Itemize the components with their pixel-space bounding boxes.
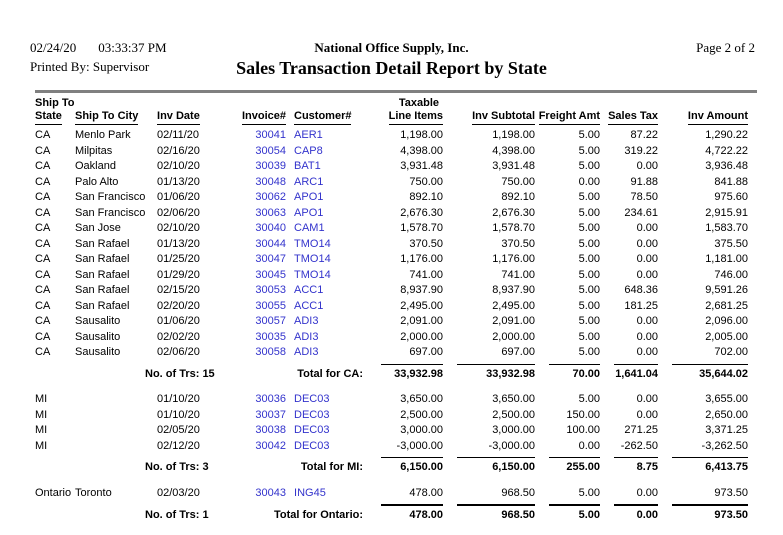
customer-number-link[interactable]: TMO14 bbox=[294, 268, 331, 281]
cell-state: CA bbox=[35, 206, 51, 219]
col-header-sales-tax: Sales Tax bbox=[600, 110, 658, 128]
print-time: 03:33:37 PM bbox=[98, 40, 167, 55]
summary-spacer bbox=[35, 454, 75, 486]
cell-inv-amount: 841.88 bbox=[714, 175, 749, 188]
col-header-taxable: Taxable bbox=[398, 97, 440, 109]
transaction-row bbox=[35, 237, 748, 253]
cell-inv-amount: 2,681.25 bbox=[705, 299, 749, 312]
cell-state: MI bbox=[35, 424, 48, 436]
cell-state: MI bbox=[35, 439, 48, 452]
cell-ship-to-city bbox=[75, 408, 157, 424]
cell-taxable-line-items: 697.00 bbox=[409, 346, 444, 358]
customer-number-link[interactable]: DEC03 bbox=[294, 424, 330, 436]
invoice-number-link[interactable]: 30044 bbox=[255, 237, 287, 250]
cell-taxable-line-items: 2,500.00 bbox=[400, 408, 444, 421]
cell-taxable-line-items: 8,937.90 bbox=[400, 284, 444, 296]
customer-number-link[interactable]: ING45 bbox=[294, 486, 326, 499]
invoice-number-link[interactable]: 30043 bbox=[255, 486, 287, 499]
cell-sales-tax: 0.00 bbox=[636, 222, 659, 234]
invoice-number-link[interactable]: 30035 bbox=[255, 330, 287, 343]
cell-ship-to-city: San Rafael bbox=[75, 237, 130, 250]
cell-taxable-line-items: 3,650.00 bbox=[400, 393, 444, 405]
invoice-number-link[interactable]: 30055 bbox=[255, 299, 287, 312]
invoice-number-link[interactable]: 30040 bbox=[255, 222, 287, 234]
cell-inv-date: 02/20/20 bbox=[157, 299, 200, 312]
cell-sales-tax: 181.25 bbox=[624, 299, 659, 312]
cell-sales-tax: 0.00 bbox=[636, 268, 659, 281]
cell-inv-subtotal: 2,495.00 bbox=[492, 299, 536, 312]
cell-state: MI bbox=[35, 393, 48, 405]
transaction-row bbox=[35, 423, 748, 439]
summary-spacer bbox=[35, 361, 75, 393]
cell-ship-to-city: San Francisco bbox=[75, 206, 146, 219]
state-total-label: Total for MI: bbox=[300, 461, 364, 473]
cell-freight-amt: 150.00 bbox=[566, 408, 601, 421]
col-header-ship-to: Ship To bbox=[35, 97, 75, 109]
customer-number-link[interactable]: DEC03 bbox=[294, 439, 330, 452]
customer-number-link[interactable]: TMO14 bbox=[294, 237, 331, 250]
col-header-freight: Freight Amt bbox=[535, 110, 600, 128]
state-summary-row bbox=[35, 361, 748, 393]
cell-freight-amt: 5.00 bbox=[578, 346, 601, 358]
cell-inv-date: 02/05/20 bbox=[157, 424, 200, 436]
print-date: 02/24/20 bbox=[30, 40, 77, 55]
invoice-number-link[interactable]: 30053 bbox=[255, 284, 287, 296]
customer-number-link[interactable]: ACC1 bbox=[294, 299, 324, 312]
state-summary-row bbox=[35, 454, 748, 486]
cell-sales-tax: 234.61 bbox=[624, 206, 659, 219]
invoice-number-link[interactable]: 30047 bbox=[255, 253, 287, 265]
cell-inv-amount: 375.50 bbox=[714, 237, 749, 250]
cell-taxable-line-items: 750.00 bbox=[409, 175, 444, 188]
cell-inv-date: 02/16/20 bbox=[157, 144, 200, 157]
total-sales-tax: 0.00 bbox=[600, 501, 658, 534]
cell-taxable-line-items: 3,931.48 bbox=[400, 160, 444, 172]
cell-state: CA bbox=[35, 160, 51, 172]
cell-inv-date: 02/03/20 bbox=[157, 486, 200, 499]
cell-sales-tax: 0.00 bbox=[636, 330, 659, 343]
trs-count: No. of Trs: 15 bbox=[145, 367, 215, 380]
state-total-label: Total for CA: bbox=[297, 367, 364, 380]
transaction-row bbox=[35, 252, 748, 268]
total-freight-amt: 255.00 bbox=[535, 454, 600, 486]
total-taxable-line-items: 478.00 bbox=[367, 501, 443, 534]
total-inv-subtotal: 6,150.00 bbox=[443, 454, 535, 486]
cell-ship-to-city: Sausalito bbox=[75, 346, 121, 358]
cell-sales-tax: 271.25 bbox=[624, 424, 659, 436]
cell-sales-tax: 0.00 bbox=[636, 160, 659, 172]
cell-freight-amt: 5.00 bbox=[578, 330, 601, 343]
invoice-number-link[interactable]: 30041 bbox=[255, 129, 287, 141]
cell-sales-tax: 87.22 bbox=[630, 129, 659, 141]
cell-inv-date: 01/25/20 bbox=[157, 253, 200, 265]
cell-ship-to-city: San Jose bbox=[75, 222, 121, 234]
cell-freight-amt: 5.00 bbox=[578, 206, 601, 219]
cell-freight-amt: 5.00 bbox=[578, 129, 601, 141]
cell-state: CA bbox=[35, 191, 51, 203]
col-header-inv-amount: Inv Amount bbox=[658, 110, 748, 128]
cell-sales-tax: 0.00 bbox=[636, 237, 659, 250]
header-row-labels bbox=[35, 110, 748, 128]
cell-taxable-line-items: 478.00 bbox=[409, 486, 444, 499]
cell-freight-amt: 5.00 bbox=[578, 393, 601, 405]
cell-sales-tax: 0.00 bbox=[636, 253, 659, 265]
cell-ship-to-city bbox=[75, 423, 157, 439]
cell-inv-date: 02/12/20 bbox=[157, 439, 200, 452]
cell-sales-tax: 0.00 bbox=[636, 315, 659, 327]
cell-freight-amt: 5.00 bbox=[578, 268, 601, 281]
transaction-row bbox=[35, 159, 748, 175]
cell-freight-amt: 5.00 bbox=[578, 222, 601, 234]
total-inv-amount: 35,644.02 bbox=[658, 361, 748, 393]
transaction-row bbox=[35, 330, 748, 346]
transaction-row bbox=[35, 439, 748, 455]
cell-inv-amount: 1,181.00 bbox=[705, 253, 749, 265]
cell-inv-date: 02/15/20 bbox=[157, 284, 200, 296]
invoice-number-link[interactable]: 30036 bbox=[255, 393, 287, 405]
customer-number-link[interactable]: ADI3 bbox=[294, 330, 319, 343]
page-number: Page 2 of 2 bbox=[696, 40, 755, 55]
transaction-row bbox=[35, 408, 748, 424]
cell-inv-subtotal: 697.00 bbox=[501, 346, 536, 358]
cell-inv-subtotal: 892.10 bbox=[501, 191, 536, 203]
invoice-number-link[interactable]: 30038 bbox=[255, 424, 287, 436]
cell-ship-to-city bbox=[75, 392, 157, 408]
cell-inv-date: 01/13/20 bbox=[157, 237, 200, 250]
col-header-customer: Customer# bbox=[286, 110, 367, 128]
cell-state: CA bbox=[35, 284, 51, 296]
transaction-row bbox=[35, 345, 748, 361]
invoice-number-link[interactable]: 30054 bbox=[255, 144, 287, 157]
cell-inv-date: 01/10/20 bbox=[157, 408, 200, 421]
transaction-row bbox=[35, 128, 748, 144]
cell-taxable-line-items: 370.50 bbox=[409, 237, 444, 250]
invoice-number-link[interactable]: 30042 bbox=[255, 439, 287, 452]
table-header bbox=[35, 97, 748, 128]
transaction-row bbox=[35, 190, 748, 206]
customer-number-link[interactable]: BAT1 bbox=[294, 160, 321, 172]
summary-spacer bbox=[35, 501, 75, 534]
cell-inv-date: 02/06/20 bbox=[157, 346, 200, 358]
cell-ship-to-city: San Rafael bbox=[75, 268, 130, 281]
cell-ship-to-city: Palo Alto bbox=[75, 175, 119, 188]
cell-inv-amount: 2,005.00 bbox=[705, 330, 749, 343]
col-header-line-items: Line Items bbox=[367, 110, 443, 128]
cell-inv-subtotal: 1,176.00 bbox=[492, 253, 536, 265]
cell-inv-subtotal: 3,650.00 bbox=[492, 393, 536, 405]
cell-inv-amount: -3,262.50 bbox=[701, 439, 749, 452]
col-header-invoice: Invoice# bbox=[230, 110, 286, 128]
state-total-label: Total for Ontario: bbox=[274, 509, 364, 521]
cell-inv-amount: 746.00 bbox=[714, 268, 749, 281]
cell-sales-tax: 0.00 bbox=[636, 408, 659, 421]
cell-state: CA bbox=[35, 330, 51, 343]
cell-ship-to-city: Toronto bbox=[75, 486, 112, 499]
cell-inv-date: 02/10/20 bbox=[157, 222, 200, 234]
total-freight-amt: 70.00 bbox=[535, 361, 600, 393]
cell-state: CA bbox=[35, 268, 51, 281]
cell-inv-subtotal: 2,091.00 bbox=[492, 315, 536, 327]
cell-inv-date: 01/29/20 bbox=[157, 268, 200, 281]
invoice-number-link[interactable]: 30037 bbox=[255, 408, 287, 421]
cell-inv-subtotal: 4,398.00 bbox=[492, 144, 536, 157]
transaction-row bbox=[35, 144, 748, 160]
customer-number-link[interactable]: CAP8 bbox=[294, 144, 323, 157]
cell-inv-amount: 975.60 bbox=[714, 191, 749, 203]
trs-count: No. of Trs: 1 bbox=[145, 509, 209, 521]
invoice-number-link[interactable]: 30058 bbox=[255, 346, 287, 358]
transaction-row bbox=[35, 392, 748, 408]
invoice-number-link[interactable]: 30063 bbox=[255, 206, 287, 219]
total-inv-amount: 973.50 bbox=[658, 501, 748, 534]
report-title: Sales Transaction Detail Report by State bbox=[236, 58, 547, 78]
customer-number-link[interactable]: CAM1 bbox=[294, 222, 325, 234]
cell-inv-subtotal: 3,931.48 bbox=[492, 160, 536, 172]
cell-freight-amt: 5.00 bbox=[578, 486, 601, 499]
cell-state: CA bbox=[35, 299, 51, 312]
transaction-row bbox=[35, 299, 748, 315]
cell-sales-tax: 319.22 bbox=[624, 144, 659, 157]
cell-taxable-line-items: 1,198.00 bbox=[400, 129, 444, 141]
cell-state: CA bbox=[35, 175, 51, 188]
cell-state: CA bbox=[35, 253, 51, 265]
cell-taxable-line-items: 1,176.00 bbox=[400, 253, 444, 265]
cell-freight-amt: 100.00 bbox=[566, 424, 601, 436]
cell-inv-amount: 973.50 bbox=[714, 486, 749, 499]
cell-taxable-line-items: 2,091.00 bbox=[400, 315, 444, 327]
cell-freight-amt: 5.00 bbox=[578, 191, 601, 203]
cell-taxable-line-items: 3,000.00 bbox=[400, 424, 444, 436]
total-freight-amt: 5.00 bbox=[535, 501, 600, 534]
cell-ship-to-city: Menlo Park bbox=[75, 129, 131, 141]
cell-state: CA bbox=[35, 315, 51, 327]
total-inv-subtotal: 33,932.98 bbox=[443, 361, 535, 393]
cell-inv-amount: 3,936.48 bbox=[705, 160, 749, 172]
total-taxable-line-items: 33,932.98 bbox=[367, 361, 443, 393]
cell-inv-date: 01/10/20 bbox=[157, 393, 200, 405]
cell-inv-subtotal: 968.50 bbox=[501, 486, 536, 499]
header-spacer bbox=[157, 97, 367, 110]
transaction-row bbox=[35, 314, 748, 330]
cell-sales-tax: 0.00 bbox=[636, 486, 659, 499]
cell-taxable-line-items: 1,578.70 bbox=[400, 222, 444, 234]
transaction-row bbox=[35, 268, 748, 284]
cell-state: CA bbox=[35, 144, 51, 157]
customer-number-link[interactable]: DEC03 bbox=[294, 408, 330, 421]
cell-state: CA bbox=[35, 346, 51, 358]
col-header-city: Ship To City bbox=[75, 110, 157, 128]
header-divider-rule bbox=[35, 90, 757, 93]
cell-freight-amt: 5.00 bbox=[578, 299, 601, 312]
cell-inv-subtotal: 3,000.00 bbox=[492, 424, 536, 436]
trs-count: No. of Trs: 3 bbox=[145, 461, 209, 473]
cell-inv-amount: 3,371.25 bbox=[705, 424, 749, 436]
customer-number-link[interactable]: TMO14 bbox=[294, 253, 331, 265]
cell-freight-amt: 5.00 bbox=[578, 253, 601, 265]
cell-inv-date: 02/11/20 bbox=[157, 129, 200, 141]
cell-ship-to-city: Sausalito bbox=[75, 315, 121, 327]
cell-inv-amount: 2,096.00 bbox=[705, 315, 749, 327]
cell-state: MI bbox=[35, 408, 48, 421]
report-table bbox=[35, 97, 748, 534]
cell-state: CA bbox=[35, 237, 51, 250]
cell-taxable-line-items: 741.00 bbox=[409, 268, 444, 281]
cell-ship-to-city: Sausalito bbox=[75, 330, 121, 343]
cell-ship-to-city: San Rafael bbox=[75, 284, 130, 296]
total-inv-amount: 6,413.75 bbox=[658, 454, 748, 486]
customer-number-link[interactable]: APO1 bbox=[294, 191, 324, 203]
transaction-row bbox=[35, 221, 748, 237]
cell-ship-to-city bbox=[75, 439, 157, 455]
transaction-row bbox=[35, 175, 748, 191]
state-summary-row bbox=[35, 501, 748, 534]
report-table-body bbox=[35, 128, 748, 534]
cell-ship-to-city: San Rafael bbox=[75, 299, 130, 312]
cell-ship-to-city: San Francisco bbox=[75, 191, 146, 203]
customer-number-link[interactable]: AER1 bbox=[294, 129, 323, 141]
cell-inv-subtotal: -3,000.00 bbox=[488, 439, 536, 452]
col-header-state: State bbox=[35, 110, 75, 128]
cell-inv-amount: 1,290.22 bbox=[705, 129, 749, 141]
total-inv-subtotal: 968.50 bbox=[443, 501, 535, 534]
cell-state: Ontario bbox=[35, 486, 72, 499]
cell-inv-date: 01/06/20 bbox=[157, 191, 200, 203]
cell-inv-subtotal: 1,578.70 bbox=[492, 222, 536, 234]
cell-inv-subtotal: 2,676.30 bbox=[492, 206, 536, 219]
cell-state: CA bbox=[35, 129, 51, 141]
cell-inv-date: 01/13/20 bbox=[157, 175, 200, 188]
transaction-row bbox=[35, 206, 748, 222]
cell-inv-date: 02/06/20 bbox=[157, 206, 200, 219]
customer-number-link[interactable]: APO1 bbox=[294, 206, 324, 219]
cell-taxable-line-items: 2,000.00 bbox=[400, 330, 444, 343]
header-spacer bbox=[443, 97, 748, 110]
cell-freight-amt: 0.00 bbox=[578, 175, 601, 188]
customer-number-link[interactable]: DEC03 bbox=[294, 393, 330, 405]
cell-inv-amount: 3,655.00 bbox=[705, 393, 749, 405]
total-taxable-line-items: 6,150.00 bbox=[367, 454, 443, 486]
invoice-number-link[interactable]: 30045 bbox=[255, 268, 287, 281]
cell-freight-amt: 0.00 bbox=[578, 439, 601, 452]
invoice-number-link[interactable]: 30048 bbox=[255, 175, 287, 188]
cell-sales-tax: -262.50 bbox=[620, 439, 659, 452]
cell-taxable-line-items: 4,398.00 bbox=[400, 144, 444, 157]
cell-ship-to-city: Oakland bbox=[75, 160, 116, 172]
cell-taxable-line-items: 892.10 bbox=[409, 191, 444, 203]
invoice-number-link[interactable]: 30062 bbox=[255, 191, 287, 203]
cell-inv-amount: 2,650.00 bbox=[705, 408, 749, 421]
total-sales-tax: 8.75 bbox=[600, 454, 658, 486]
cell-sales-tax: 0.00 bbox=[636, 346, 659, 358]
cell-freight-amt: 5.00 bbox=[578, 144, 601, 157]
printed-by: Printed By: Supervisor bbox=[30, 59, 150, 74]
cell-inv-date: 01/06/20 bbox=[157, 315, 200, 327]
cell-sales-tax: 0.00 bbox=[636, 393, 659, 405]
invoice-number-link[interactable]: 30039 bbox=[255, 160, 287, 172]
cell-sales-tax: 648.36 bbox=[624, 284, 659, 296]
cell-ship-to-city: San Rafael bbox=[75, 253, 130, 265]
cell-ship-to-city: Milpitas bbox=[75, 144, 113, 157]
customer-number-link[interactable]: ACC1 bbox=[294, 284, 324, 296]
cell-freight-amt: 5.00 bbox=[578, 237, 601, 250]
cell-inv-amount: 2,915.91 bbox=[705, 206, 749, 219]
cell-sales-tax: 78.50 bbox=[630, 191, 659, 203]
cell-inv-subtotal: 2,000.00 bbox=[492, 330, 536, 343]
cell-inv-subtotal: 750.00 bbox=[501, 175, 536, 188]
cell-taxable-line-items: -3,000.00 bbox=[396, 439, 444, 452]
cell-taxable-line-items: 2,676.30 bbox=[400, 206, 444, 219]
transaction-row bbox=[35, 486, 748, 502]
cell-inv-date: 02/02/20 bbox=[157, 330, 200, 343]
cell-inv-subtotal: 8,937.90 bbox=[492, 284, 536, 296]
cell-taxable-line-items: 2,495.00 bbox=[400, 299, 444, 312]
cell-freight-amt: 5.00 bbox=[578, 315, 601, 327]
cell-inv-subtotal: 741.00 bbox=[501, 268, 536, 281]
col-header-inv-subtotal: Inv Subtotal bbox=[443, 110, 535, 128]
cell-inv-subtotal: 370.50 bbox=[501, 237, 536, 250]
cell-inv-amount: 4,722.22 bbox=[705, 144, 749, 157]
cell-inv-subtotal: 1,198.00 bbox=[492, 129, 536, 141]
transaction-row bbox=[35, 283, 748, 299]
cell-freight-amt: 5.00 bbox=[578, 160, 601, 172]
cell-inv-amount: 1,583.70 bbox=[705, 222, 749, 234]
customer-number-link[interactable]: ADI3 bbox=[294, 315, 319, 327]
customer-number-link[interactable]: ARC1 bbox=[294, 175, 324, 188]
cell-state: CA bbox=[35, 222, 51, 234]
header-row-top bbox=[35, 97, 748, 110]
cell-inv-date: 02/10/20 bbox=[157, 160, 200, 172]
cell-inv-amount: 702.00 bbox=[714, 346, 749, 358]
cell-freight-amt: 5.00 bbox=[578, 284, 601, 296]
total-sales-tax: 1,641.04 bbox=[600, 361, 658, 393]
company-name: National Office Supply, Inc. bbox=[314, 40, 469, 55]
cell-inv-subtotal: 2,500.00 bbox=[492, 408, 536, 421]
cell-sales-tax: 91.88 bbox=[630, 175, 659, 188]
col-header-inv-date: Inv Date bbox=[157, 110, 230, 128]
invoice-number-link[interactable]: 30057 bbox=[255, 315, 287, 327]
cell-inv-amount: 9,591.26 bbox=[705, 284, 749, 296]
customer-number-link[interactable]: ADI3 bbox=[294, 346, 319, 358]
